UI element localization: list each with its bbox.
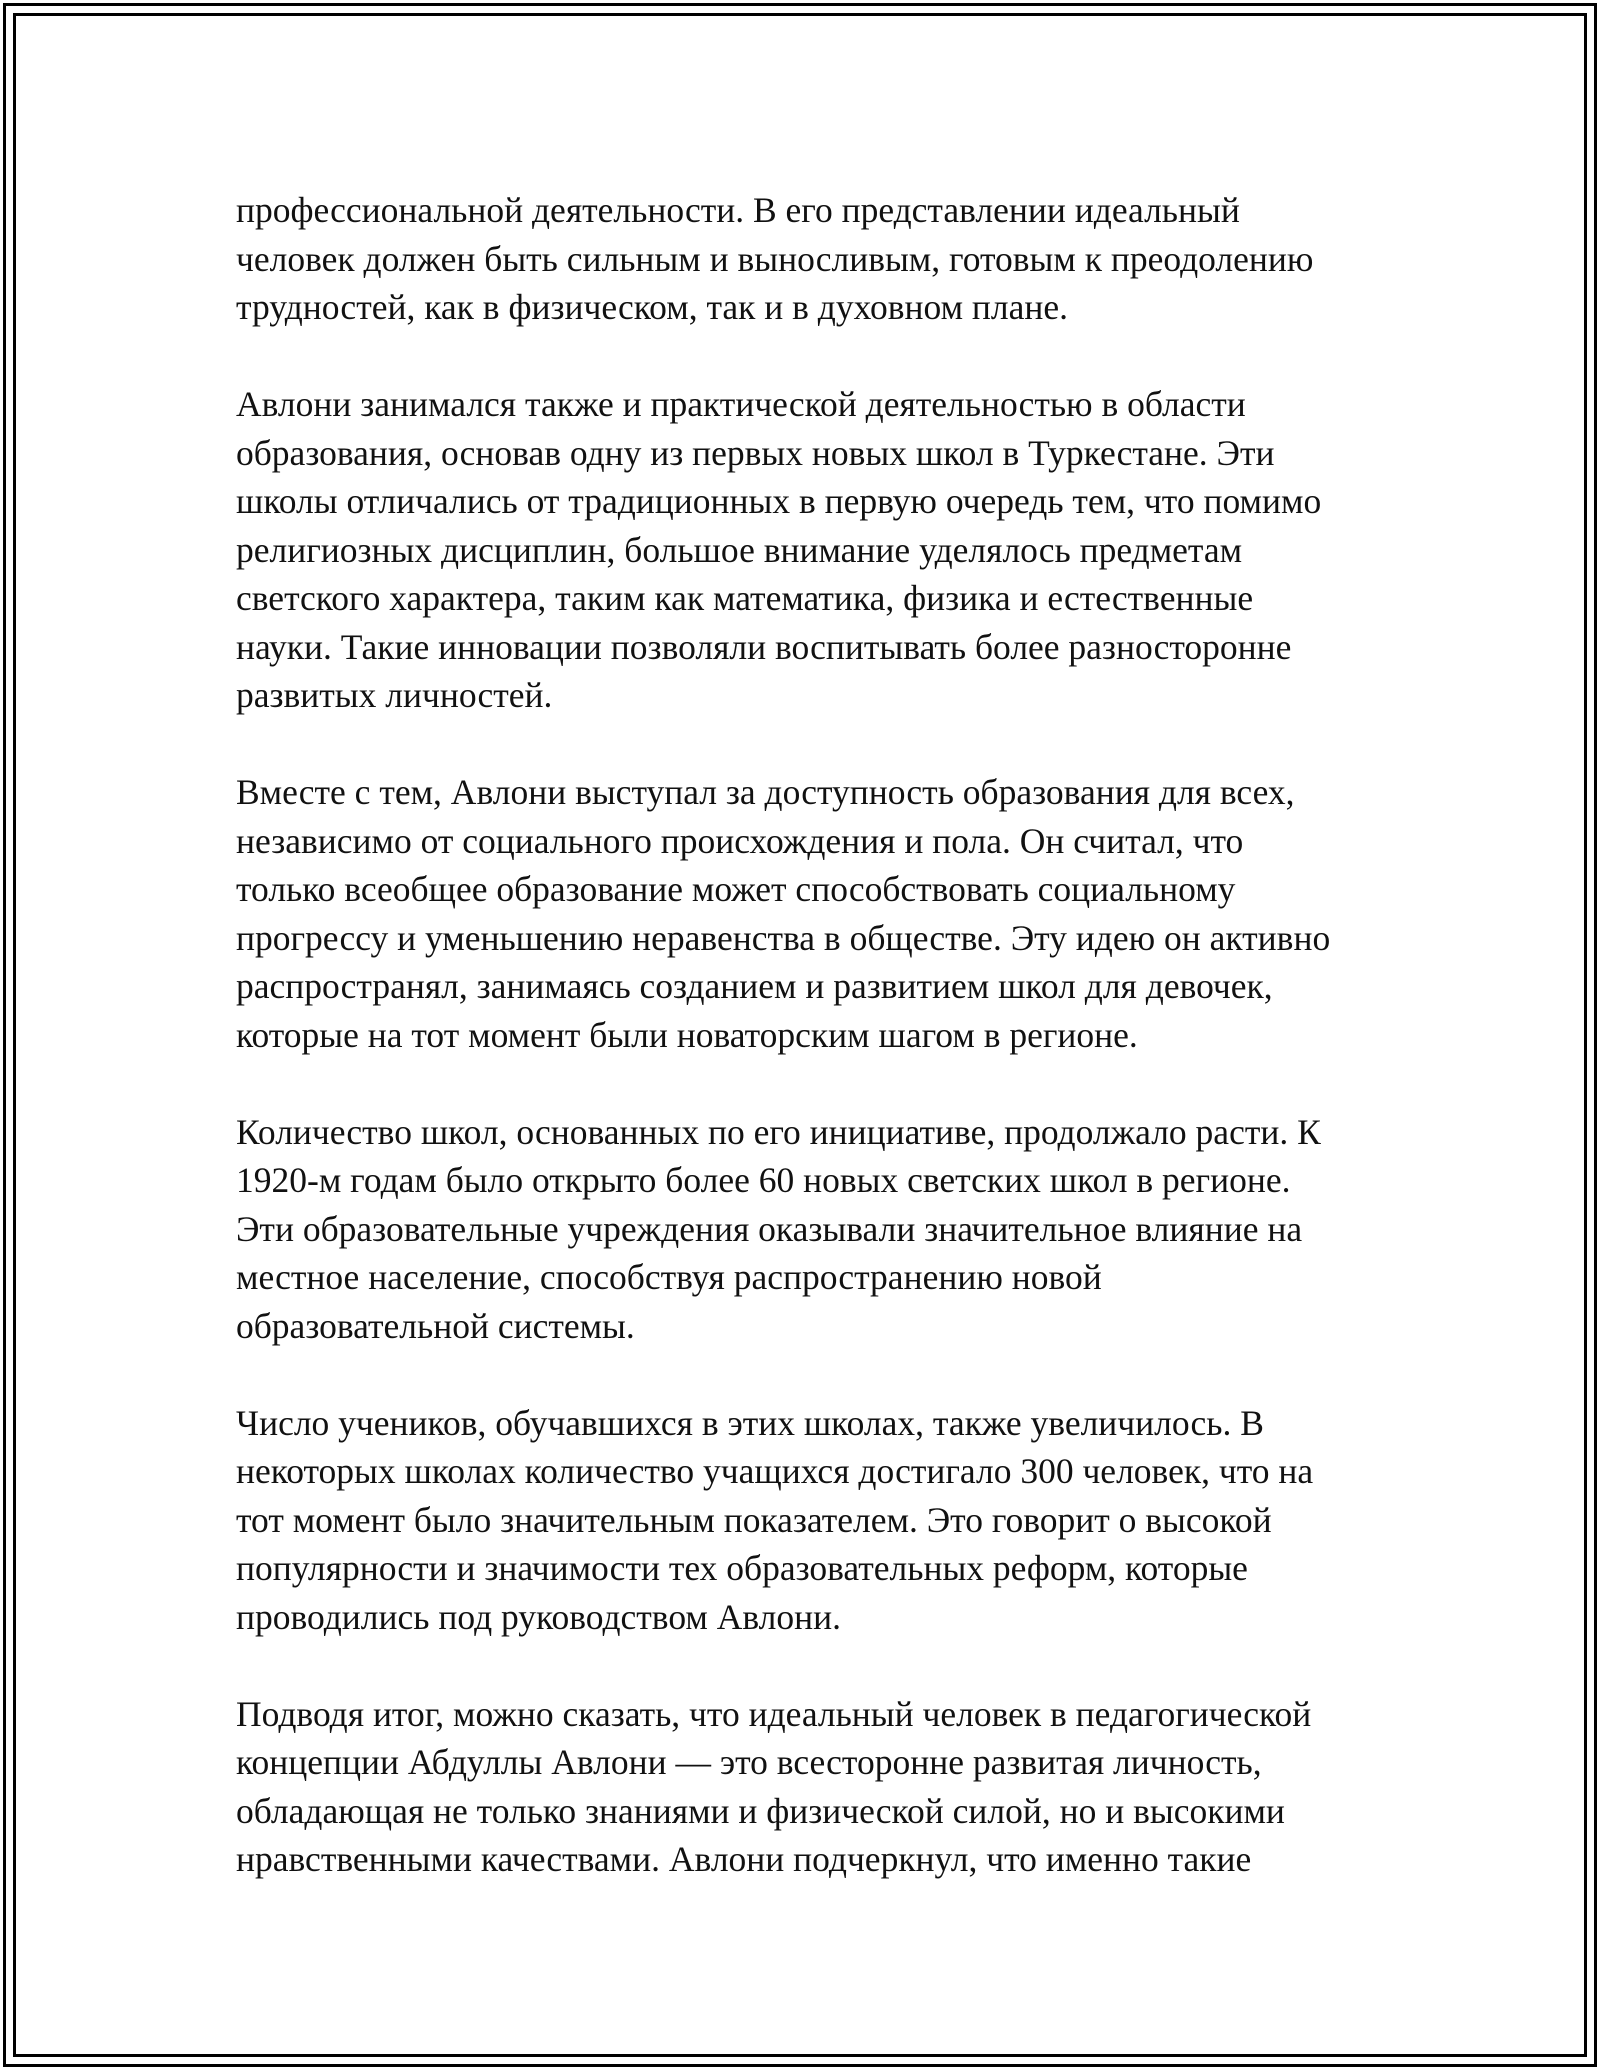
text-line: школы отличались от традиционных в первую очередь тем, что помимо — [236, 481, 1322, 521]
paragraph-4 — [236, 1108, 1396, 1351]
text-line: религиозных дисциплин, большое внимание уделялось предметам — [236, 529, 1243, 570]
paragraph-5 — [236, 1399, 1396, 1642]
text-line: нравственными качествами. Авлони подчеркнул, что именно такие — [236, 1839, 1252, 1879]
text-line: Количество школ, основанных по его инициативе, продолжало расти. К — [236, 1111, 1321, 1152]
text-line: некоторых школах количество учащихся достигало 300 человек, что на — [236, 1451, 1314, 1491]
text-line: 1920-м годам было открыто более 60 новых светских школ в регионе. — [236, 1160, 1291, 1200]
text-line: образования, основав одну из первых новых школ в Туркестане. Эти — [236, 432, 1275, 473]
paragraph-3 — [236, 768, 1396, 1059]
text-line: профессиональной деятельности. В его представлении идеальный — [236, 190, 1240, 230]
text-line: человек должен быть сильным и выносливым, готовым к преодолению — [236, 238, 1314, 279]
text-line: Авлони занимался также и практической деятельностью в области — [236, 384, 1246, 424]
text-line: концепции Абдуллы Авлони — это всесторонне развитая личность, — [236, 1742, 1262, 1782]
text-line: обладающая не только знаниями и физической силой, но и высокими — [236, 1790, 1285, 1831]
text-line: светского характера, таким как математика, физика и естественные — [236, 578, 1254, 618]
text-line: проводились под руководством Авлони. — [236, 1596, 842, 1637]
text-line: которые на тот момент были новаторским шагом в регионе. — [236, 1014, 1138, 1055]
text-line: распространял, занимаясь созданием и развитием школ для девочек, — [236, 966, 1273, 1006]
text-line: науки. Такие инновации позволяли воспитывать более разносторонне — [236, 626, 1292, 667]
text-line: трудностей, как в физическом, так и в духовном плане. — [236, 287, 1069, 327]
text-line: популярности и значимости тех образовательных реформ, которые — [236, 1548, 1248, 1588]
text-line: местное население, способствуя распространению новой — [236, 1257, 1102, 1297]
text-line: Эти образовательные учреждения оказывали значительное влияние на — [236, 1208, 1303, 1249]
text-line: развитых личностей. — [236, 675, 553, 715]
text-line: прогрессу и уменьшению неравенства в обществе. Эту идею он активно — [236, 917, 1331, 958]
paragraph-1 — [236, 186, 1396, 332]
text-line: Число учеников, обучавшихся в этих школах, также увеличилось. В — [236, 1402, 1264, 1443]
text-line: Подводя итог, можно сказать, что идеальный человек в педагогической — [236, 1693, 1312, 1734]
text-line: Вместе с тем, Авлони выступал за доступность образования для всех, — [236, 772, 1295, 812]
document-body — [236, 186, 1396, 1932]
text-line: тот момент было значительным показателем. Это говорит о высокой — [236, 1499, 1272, 1540]
paragraph-6 — [236, 1690, 1396, 1884]
text-line: только всеобщее образование может способствовать социальному — [236, 869, 1236, 909]
paragraph-2 — [236, 380, 1396, 720]
text-line: независимо от социального происхождения и пола. Он считал, что — [236, 820, 1244, 861]
text-line: образовательной системы. — [236, 1305, 635, 1346]
